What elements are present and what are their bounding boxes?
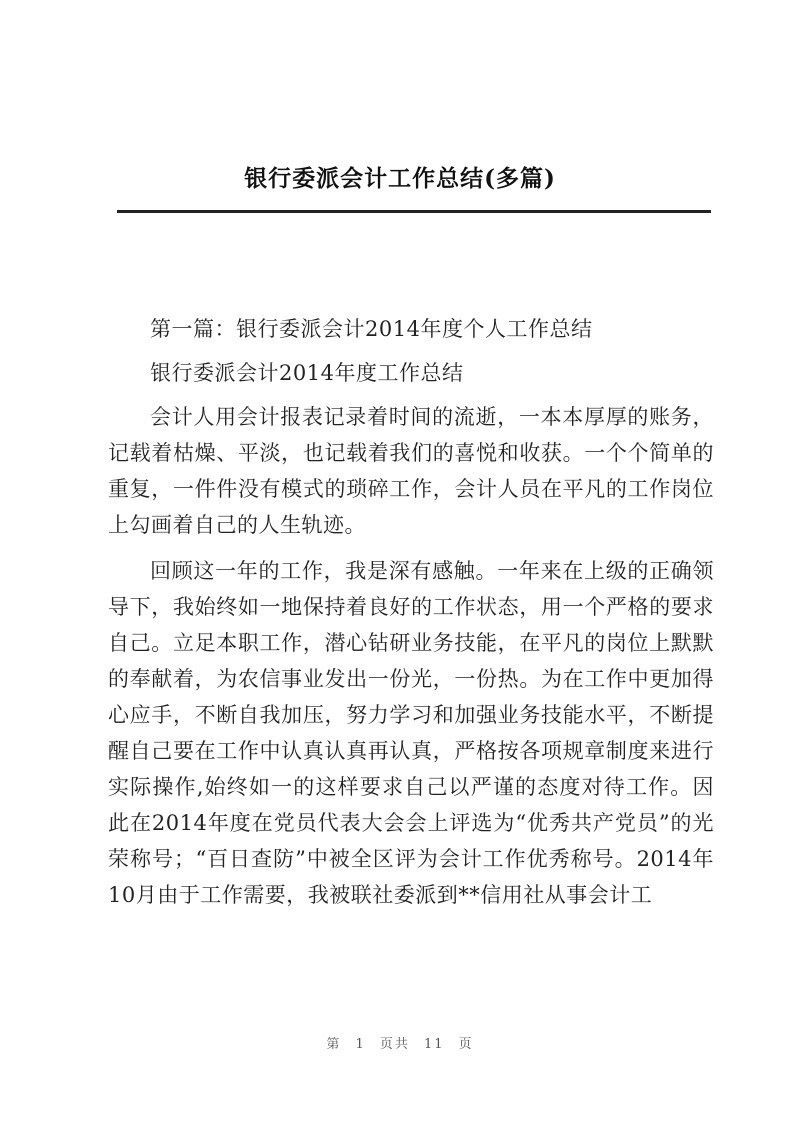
paragraph-1: 会计人用会计报表记录着时间的流逝，一本本厚厚的账务，记载着枯燥、平淡，也记载着我们的喜悦和收获。一个个简单的重复，一件件没有模式的琐碎工作，会计人员在平凡的工作岗位上勾画着自己的人生轨迹。 <box>108 405 714 537</box>
page-number-footer: 第 1 页共 11 页 <box>326 1037 474 1052</box>
subheading: 银行委派会计2014年度工作总结 <box>150 361 464 385</box>
title-underline <box>117 210 711 213</box>
paragraph-2: 回顾这一年的工作，我是深有感触。一年来在上级的正确领导下，我始终如一地保持着良好的工作状态，用一个严格的要求自己。立足本职工作，潜心钻研业务技能，在平凡的岗位上默默的奉献着，为农信事业发出一份光，一份热。为在工作中更加得心应手，不断自我加压，努力学习和加强业务技能水平，不断提醒自己要在工作中认真认真再认真，严格按各项规章制度来进行实际操作,始终如一的这样要求自己以严谨的态度对待工作。因此在2014年度在党员代表大会会上评选为“优秀共产党员”的光荣称号；“百日查防”中被全区评为会计工作优秀称号。2014年10月由于工作需要，我被联社委派到**信用社从事会计工 <box>108 559 714 907</box>
document-body <box>108 311 714 923</box>
document-title: 银行委派会计工作总结(多篇) <box>244 165 556 192</box>
section-heading: 第一篇：银行委派会计2014年度个人工作总结 <box>150 317 593 341</box>
